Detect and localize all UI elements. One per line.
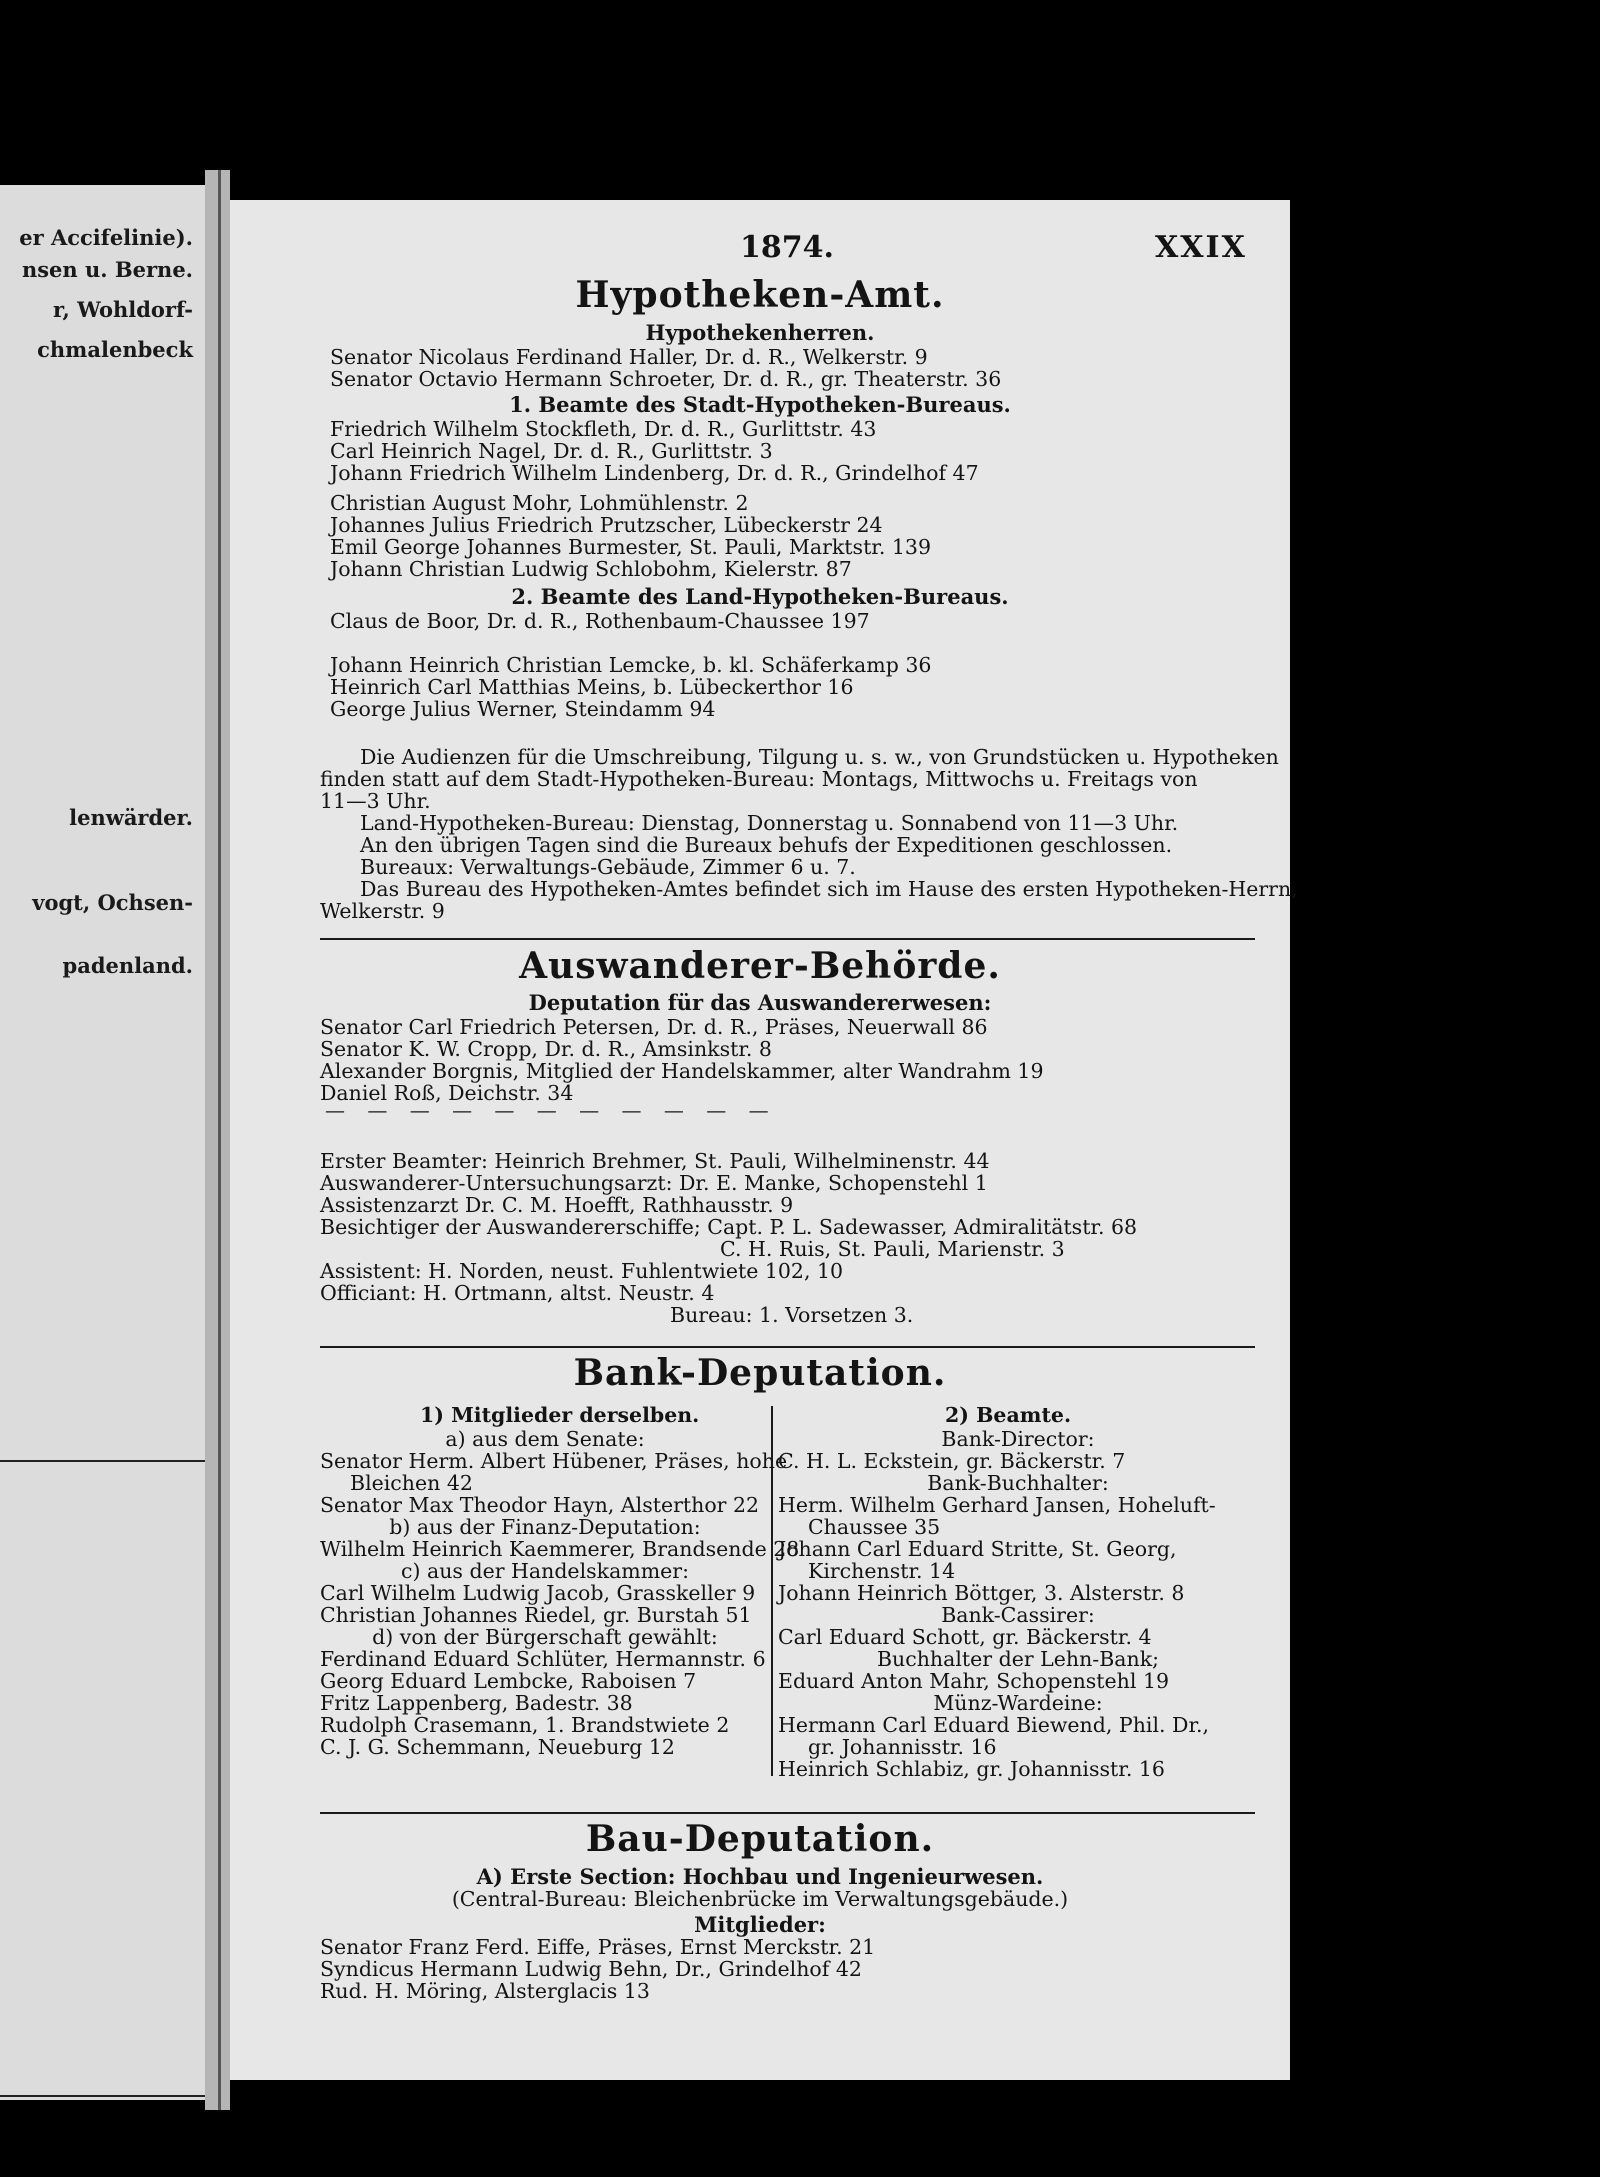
document-page xyxy=(230,200,1298,2080)
text-line: George Julius Werner, Steindamm 94 xyxy=(330,697,716,721)
left-page-line: r, Wohldorf- xyxy=(52,297,193,322)
subheading-erste-section: A) Erste Section: Hochbau und Ingenieurwesen. xyxy=(476,1864,1044,1889)
column-subheading: Bank-Buchhalter: xyxy=(927,1471,1109,1495)
text-line: Christian August Mohr, Lohmühlenstr. 2 xyxy=(330,491,749,515)
page-year: 1874. xyxy=(740,230,834,265)
subheading-mitglieder: Mitglieder: xyxy=(694,1912,826,1937)
text-line: Senator Nicolaus Ferdinand Haller, Dr. d. R., Welkerstr. 9 xyxy=(330,345,928,369)
column-text-line: Johann Carl Eduard Stritte, St. Georg, xyxy=(778,1537,1177,1561)
text-line: Friedrich Wilhelm Stockfleth, Dr. d. R., Gurlittstr. 43 xyxy=(330,417,877,441)
text-line: Assistent: H. Norden, neust. Fuhlentwiete 102, 10 xyxy=(320,1259,844,1283)
column-subheading: d) von der Bürgerschaft gewählt: xyxy=(372,1625,718,1649)
text-line: Carl Heinrich Nagel, Dr. d. R., Gurlittstr. 3 xyxy=(330,439,773,463)
column-text-line: Wilhelm Heinrich Kaemmerer, Brandsende 28 xyxy=(320,1537,800,1561)
column-subheading: b) aus der Finanz-Deputation: xyxy=(389,1515,701,1539)
subheading-stadt-bureau: 1. Beamte des Stadt-Hypotheken-Bureaus. xyxy=(509,392,1011,417)
column-text-line: Rudolph Crasemann, 1. Brandstwiete 2 xyxy=(320,1713,730,1737)
column-text-line: Hermann Carl Eduard Biewend, Phil. Dr., xyxy=(778,1713,1210,1737)
column-text-line: Eduard Anton Mahr, Schopenstehl 19 xyxy=(778,1669,1170,1693)
column-text-line: Carl Eduard Schott, gr. Bäckerstr. 4 xyxy=(778,1625,1152,1649)
column-text-line: Kirchenstr. 14 xyxy=(808,1559,956,1583)
text-line: Claus de Boor, Dr. d. R., Rothenbaum-Chaussee 197 xyxy=(330,609,870,633)
notes-line: Die Audienzen für die Umschreibung, Tilgung u. s. w., von Grundstücken u. Hypotheken xyxy=(360,745,1279,769)
text-line: Erster Beamter: Heinrich Brehmer, St. Pauli, Wilhelminenstr. 44 xyxy=(320,1149,990,1173)
column-text-line: Chaussee 35 xyxy=(808,1515,941,1539)
gutter-edge xyxy=(218,170,221,2110)
column-subheading: Buchhalter der Lehn-Bank; xyxy=(876,1647,1160,1671)
column-text-line: Herm. Wilhelm Gerhard Jansen, Hoheluft- xyxy=(778,1493,1216,1517)
left-page-line: vogt, Ochsen- xyxy=(32,890,193,915)
section-title-bau: Bau-Deputation. xyxy=(585,1818,935,1860)
bureau-line: Bureau: 1. Vorsetzen 3. xyxy=(670,1303,914,1327)
subheading-land-bureau: 2. Beamte des Land-Hypotheken-Bureaus. xyxy=(511,584,1009,609)
dash-separator: — — — — — — — — — — — xyxy=(325,1098,777,1122)
text-line: Senator Octavio Hermann Schroeter, Dr. d. R., gr. Theaterstr. 36 xyxy=(330,367,1002,391)
notes-line: Das Bureau des Hypotheken-Amtes befindet sich im Hause des ersten Hypotheken-Herrn, xyxy=(360,877,1298,901)
column-subheading: c) aus der Handelskammer: xyxy=(400,1559,690,1583)
section-divider xyxy=(320,938,1255,940)
central-bureau-line: (Central-Bureau: Bleichenbrücke im Verwaltungsgebäude.) xyxy=(451,1887,1069,1911)
column-text-line: C. H. L. Eckstein, gr. Bäckerstr. 7 xyxy=(778,1449,1126,1473)
text-line: Daniel Roß, Deichstr. 34 xyxy=(320,1081,574,1105)
column-text-line: Ferdinand Eduard Schlüter, Hermannstr. 6 xyxy=(320,1647,766,1671)
text-line: C. H. Ruis, St. Pauli, Marienstr. 3 xyxy=(720,1237,1065,1261)
text-line: Johann Christian Ludwig Schlobohm, Kielerstr. 87 xyxy=(330,557,852,581)
notes-line: Bureaux: Verwaltungs-Gebäude, Zimmer 6 u. 7. xyxy=(360,855,856,879)
text-line: Emil George Johannes Burmester, St. Pauli, Marktstr. 139 xyxy=(330,535,932,559)
left-page-line: chmalenbeck xyxy=(37,337,193,362)
subheading-deputation: Deputation für das Auswandererwesen: xyxy=(528,990,992,1015)
notes-line: An den übrigen Tagen sind die Bureaux behufs der Expeditionen geschlossen. xyxy=(360,833,1173,857)
column-text-line: Georg Eduard Lembcke, Raboisen 7 xyxy=(320,1669,697,1693)
column-subheading: Münz-Wardeine: xyxy=(933,1691,1103,1715)
left-page-fragment xyxy=(0,185,205,2100)
left-page-rule xyxy=(0,1460,205,1462)
section-divider xyxy=(320,1812,1255,1814)
text-line: Auswanderer-Untersuchungsarzt: Dr. E. Manke, Schopenstehl 1 xyxy=(320,1171,988,1195)
column-subheading: Bank-Cassirer: xyxy=(941,1603,1095,1627)
text-line: Johann Heinrich Christian Lemcke, b. kl. Schäferkamp 36 xyxy=(330,653,932,677)
column-text-line: Johann Heinrich Böttger, 3. Alsterstr. 8 xyxy=(778,1581,1185,1605)
column-text-line: Heinrich Schlabiz, gr. Johannisstr. 16 xyxy=(778,1757,1165,1781)
text-line: Heinrich Carl Matthias Meins, b. Lübeckerthor 16 xyxy=(330,675,854,699)
text-line: Alexander Borgnis, Mitglied der Handelskammer, alter Wandrahm 19 xyxy=(320,1059,1044,1083)
text-line: Besichtiger der Auswandererschiffe; Capt. P. L. Sadewasser, Admiralitätstr. 68 xyxy=(320,1215,1138,1239)
column-text-line: C. J. G. Schemmann, Neueburg 12 xyxy=(320,1735,675,1759)
left-page-line: lenwärder. xyxy=(69,805,193,830)
section-title-bank: Bank-Deputation. xyxy=(573,1352,947,1394)
text-line: Syndicus Hermann Ludwig Behn, Dr., Grindelhof 42 xyxy=(320,1957,862,1981)
column-text-line: Bleichen 42 xyxy=(350,1471,473,1495)
left-page-line: padenland. xyxy=(62,953,193,978)
left-page-rule xyxy=(0,2095,205,2097)
section-title-hypotheken: Hypotheken-Amt. xyxy=(575,274,945,316)
page-number: XXIX xyxy=(1155,230,1247,265)
column-text-line: Senator Max Theodor Hayn, Alsterthor 22 xyxy=(320,1493,760,1517)
text-line: Johann Friedrich Wilhelm Lindenberg, Dr. d. R., Grindelhof 47 xyxy=(330,461,979,485)
left-page-line: nsen u. Berne. xyxy=(21,257,193,282)
text-line: Senator Carl Friedrich Petersen, Dr. d. R., Präses, Neuerwall 86 xyxy=(320,1015,988,1039)
column-subheading: a) aus dem Senate: xyxy=(445,1427,645,1451)
text-line: Officiant: H. Ortmann, altst. Neustr. 4 xyxy=(320,1281,715,1305)
text-line: Senator K. W. Cropp, Dr. d. R., Amsinkstr. 8 xyxy=(320,1037,772,1061)
column-text-line: Senator Herm. Albert Hübener, Präses, hohe xyxy=(320,1449,788,1473)
column-text-line: Carl Wilhelm Ludwig Jacob, Grasskeller 9 xyxy=(320,1581,756,1605)
bank-right-heading: 2) Beamte. xyxy=(945,1403,1072,1427)
text-line: Senator Franz Ferd. Eiffe, Präses, Ernst Merckstr. 21 xyxy=(320,1935,876,1959)
text-line: Assistenzarzt Dr. C. M. Hoefft, Rathhausstr. 9 xyxy=(320,1193,794,1217)
bank-left-heading: 1) Mitglieder derselben. xyxy=(420,1403,700,1427)
column-text-line: Christian Johannes Riedel, gr. Burstah 51 xyxy=(320,1603,752,1627)
column-subheading: Bank-Director: xyxy=(941,1427,1095,1451)
left-page-line: er Accifelinie). xyxy=(19,225,193,250)
text-line: Rud. H. Möring, Alsterglacis 13 xyxy=(320,1979,650,2003)
section-divider xyxy=(320,1346,1255,1348)
text-line: Johannes Julius Friedrich Prutzscher, Lübeckerstr 24 xyxy=(330,513,883,537)
column-text-line: gr. Johannisstr. 16 xyxy=(808,1735,997,1759)
notes-line: finden statt auf dem Stadt-Hypotheken-Bureau: Montags, Mittwochs u. Freitags von xyxy=(320,767,1198,791)
section-title-auswanderer: Auswanderer-Behörde. xyxy=(519,945,1001,987)
subheading-hypothekenherren: Hypothekenherren. xyxy=(645,320,875,345)
notes-line: Welkerstr. 9 xyxy=(320,899,445,923)
notes-line: Land-Hypotheken-Bureau: Dienstag, Donnerstag u. Sonnabend von 11—3 Uhr. xyxy=(360,811,1179,835)
notes-line: 11—3 Uhr. xyxy=(320,789,431,813)
column-text-line: Fritz Lappenberg, Badestr. 38 xyxy=(320,1691,633,1715)
